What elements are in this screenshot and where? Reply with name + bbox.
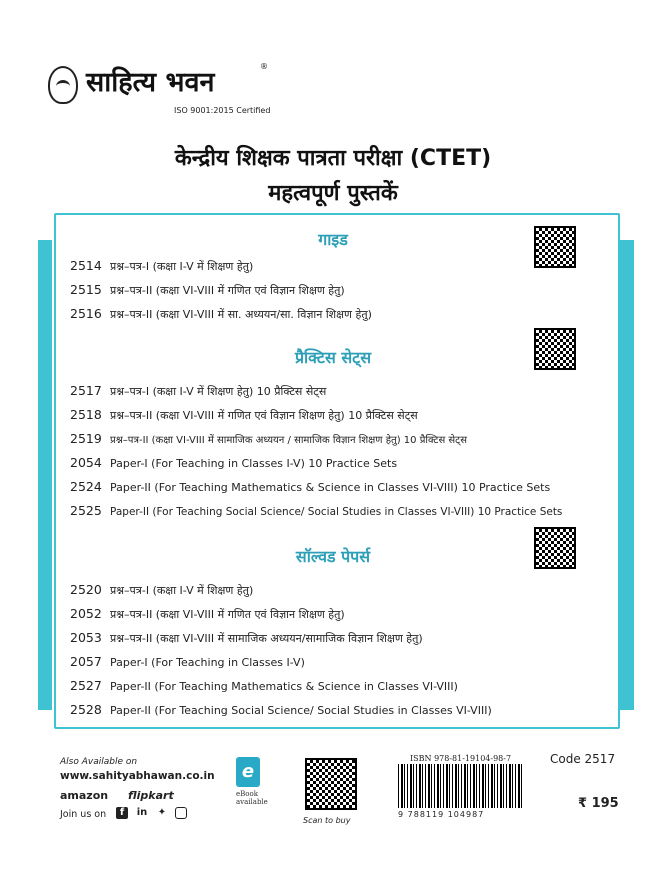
book-code: 2520 (70, 582, 102, 597)
book-item (70, 282, 630, 298)
book-title: प्रश्न–पत्र-I (कक्षा I-V में शिक्षण हेतु) (110, 260, 254, 273)
book-code: 2517 (70, 383, 102, 398)
ebook-label (236, 790, 268, 806)
book-title: Paper-II (For Teaching Mathematics & Science in Classes VI-VIII) 10 Practice Sets (110, 481, 551, 494)
book-item (70, 383, 630, 399)
ebook-sub: available (236, 798, 268, 806)
book-code: 2052 (70, 606, 102, 621)
book-code: 2516 (70, 306, 102, 321)
book-item (70, 306, 630, 322)
book-title: Paper-II (For Teaching Social Science/ Social Studies in Classes VI-VIII) (110, 704, 492, 717)
twitter-icon[interactable]: ✦ (157, 807, 167, 818)
price-label: ₹ 195 (578, 796, 619, 811)
book-item (70, 258, 630, 274)
book-code: 2518 (70, 407, 102, 422)
book-item (70, 702, 630, 717)
section-title-guide: गाइड (318, 230, 348, 249)
publisher-name: साहित्य भवन (86, 67, 215, 98)
book-item (70, 654, 630, 669)
book-title: प्रश्न–पत्र-II (कक्षा VI-VIII में सामाजिक अध्ययन / सामाजिक विज्ञान शिक्षण हेतु) 10 प्रैक्टिस सेट्स (110, 435, 467, 446)
book-code: 2515 (70, 282, 102, 297)
book-title: प्रश्न–पत्र-II (कक्षा VI-VIII में सामाजिक अध्ययन/सामाजिक विज्ञान शिक्षण हेतु) (110, 632, 423, 645)
book-title: प्रश्न–पत्र-II (कक्षा VI-VIII में गणित एवं विज्ञान शिक्षण हेतु) 10 प्रैक्टिस सेट्स (110, 409, 418, 422)
flipkart-logo[interactable]: flipkart (128, 789, 174, 802)
website-link[interactable]: www.sahityabhawan.co.in (60, 770, 215, 782)
publisher-emblem-icon (48, 66, 78, 104)
book-code: 2514 (70, 258, 102, 273)
book-code: 2528 (70, 702, 102, 717)
isbn-label: ISBN 978-81-19104-98-7 (410, 754, 512, 763)
linkedin-icon[interactable]: in (136, 807, 148, 818)
join-us-label: Join us on (60, 809, 107, 820)
book-code: 2524 (70, 479, 102, 494)
book-code: 2053 (70, 630, 102, 645)
amazon-logo[interactable]: amazon (60, 789, 109, 802)
ebook-icon: e (236, 757, 260, 787)
heading-line-1: केन्द्रीय शिक्षक पात्रता परीक्षा (CTET) (174, 146, 492, 171)
book-title: Paper-I (For Teaching in Classes I-V) 10 Practice Sets (110, 457, 398, 470)
scan-to-buy-label: Scan to buy (303, 816, 351, 825)
book-code: 2525 (70, 503, 102, 518)
qr-code-buy-icon[interactable] (305, 758, 357, 810)
book-item (70, 582, 630, 598)
facebook-icon[interactable]: f (116, 807, 128, 819)
book-title: प्रश्न–पत्र-II (कक्षा VI-VIII में गणित एवं विज्ञान शिक्षण हेतु) (110, 608, 345, 621)
book-item (70, 503, 630, 518)
book-code: 2527 (70, 678, 102, 693)
book-code-label: Code 2517 (550, 752, 616, 766)
ebook-title: eBook (236, 790, 258, 798)
book-title: प्रश्न–पत्र-I (कक्षा I-V में शिक्षण हेतु) 10 प्रैक्टिस सेट्स (110, 385, 327, 398)
heading-line-2: महत्वपूर्ण पुस्तकें (268, 181, 398, 206)
barcode-number: 9 788119 104987 (398, 810, 485, 819)
section-title-practice-sets: प्रैक्टिस सेट्स (294, 348, 372, 367)
book-item (70, 407, 630, 423)
registered-mark: ® (260, 62, 268, 71)
book-item (70, 606, 630, 622)
book-item (70, 479, 630, 494)
book-title: प्रश्न–पत्र-II (कक्षा VI-VIII में गणित एवं विज्ञान शिक्षण हेतु) (110, 284, 345, 297)
book-title: Paper-II (For Teaching Mathematics & Science in Classes VI-VIII) (110, 680, 458, 693)
instagram-icon[interactable] (175, 807, 187, 819)
barcode-icon (398, 764, 522, 808)
book-item (70, 678, 630, 693)
left-accent-band (38, 240, 52, 710)
book-title: प्रश्न–पत्र-II (कक्षा VI-VIII में सा. अध्ययन/सा. विज्ञान शिक्षण हेतु) (110, 308, 372, 321)
book-title: Paper-I (For Teaching in Classes I-V) (110, 656, 305, 669)
also-available-label: Also Available on (60, 757, 138, 767)
book-code: 2519 (70, 431, 102, 446)
book-item (70, 630, 630, 646)
iso-certification: ISO 9001:2015 Certified (174, 106, 271, 115)
book-code: 2057 (70, 654, 102, 669)
book-item (70, 431, 630, 446)
book-title: प्रश्न–पत्र-I (कक्षा I-V में शिक्षण हेतु) (110, 584, 254, 597)
section-title-solved-papers: सॉल्वड पेपर्स (295, 547, 371, 566)
book-title: Paper-II (For Teaching Social Science/ Social Studies in Classes VI-VIII) 10 Practice Sets (110, 506, 563, 518)
book-item (70, 455, 630, 470)
book-code: 2054 (70, 455, 102, 470)
